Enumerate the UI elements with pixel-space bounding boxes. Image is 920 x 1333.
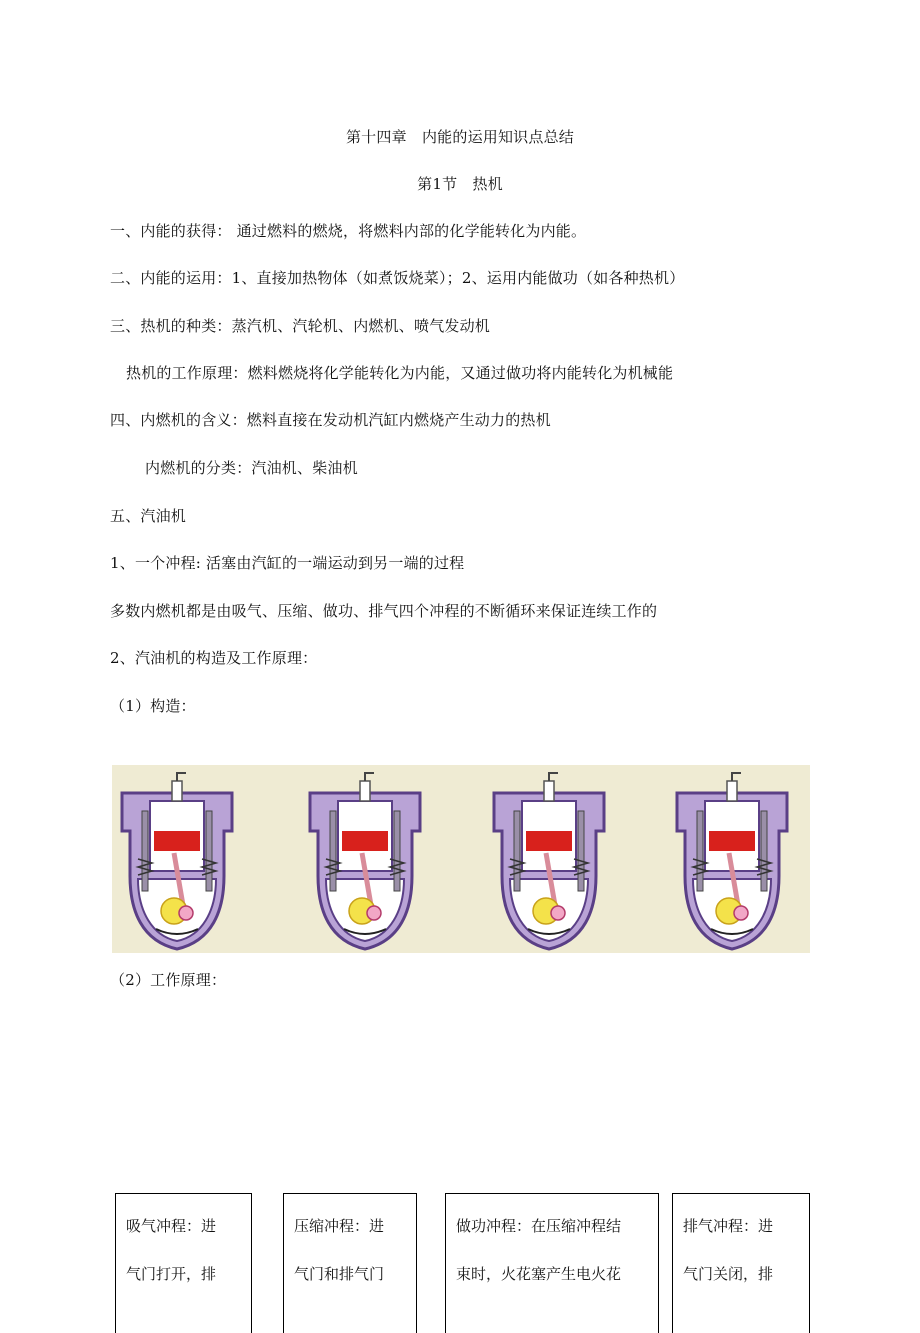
page-title: 第十四章 内能的运用知识点总结 (345, 128, 574, 146)
paragraph-5: 四、内燃机的含义：燃料直接在发动机汽缸内燃烧产生动力的热机 (110, 411, 551, 429)
paragraph-3: 三、热机的种类：蒸汽机、汽轮机、内燃机、喷气发动机 (110, 317, 491, 335)
paragraph-9: 多数内燃机都是由吸气、压缩、做功、排气四个冲程的不断循环来保证连续工作的 (110, 602, 658, 620)
paragraph-6: 内燃机的分类：汽油机、柴油机 (145, 459, 358, 477)
box-text: 吸气冲程：进 (126, 1217, 217, 1235)
stroke-box-intake (115, 1193, 252, 1333)
box-text: 做功冲程：在压缩冲程结 (456, 1217, 622, 1235)
paragraph-2: 二、内能的运用：1、直接加热物体（如煮饭烧菜）；2、运用内能做功（如各种热机） (110, 269, 685, 287)
box-text: 气门打开，排 (126, 1265, 217, 1283)
box-text: 气门关闭，排 (683, 1265, 774, 1283)
paragraph-1: 一、内能的获得： 通过燃料的燃烧，将燃料内部的化学能转化为内能。 (110, 222, 587, 240)
stroke-box-compression (283, 1193, 417, 1333)
section-title: 第1节 热机 (417, 175, 503, 193)
box-text: 排气冲程：进 (683, 1217, 774, 1235)
box-text: 束时，火花塞产生电火花 (456, 1265, 622, 1283)
four-stroke-engine-diagram (112, 765, 810, 953)
stroke-box-power (445, 1193, 659, 1333)
box-text: 气门和排气门 (294, 1265, 385, 1283)
box-text: 压缩冲程：进 (294, 1217, 385, 1235)
paragraph-7: 五、汽油机 (110, 507, 187, 525)
paragraph-4: 热机的工作原理：燃料燃烧将化学能转化为内能，又通过做功将内能转化为机械能 (126, 364, 674, 382)
paragraph-12: （2）工作原理： (110, 971, 227, 989)
stroke-box-exhaust (672, 1193, 810, 1333)
paragraph-11: （1）构造： (110, 697, 196, 715)
paragraph-10: 2、汽油机的构造及工作原理： (110, 649, 318, 667)
paragraph-8: 1、一个冲程: 活塞由汽缸的一端运动到另一端的过程 (110, 554, 465, 572)
